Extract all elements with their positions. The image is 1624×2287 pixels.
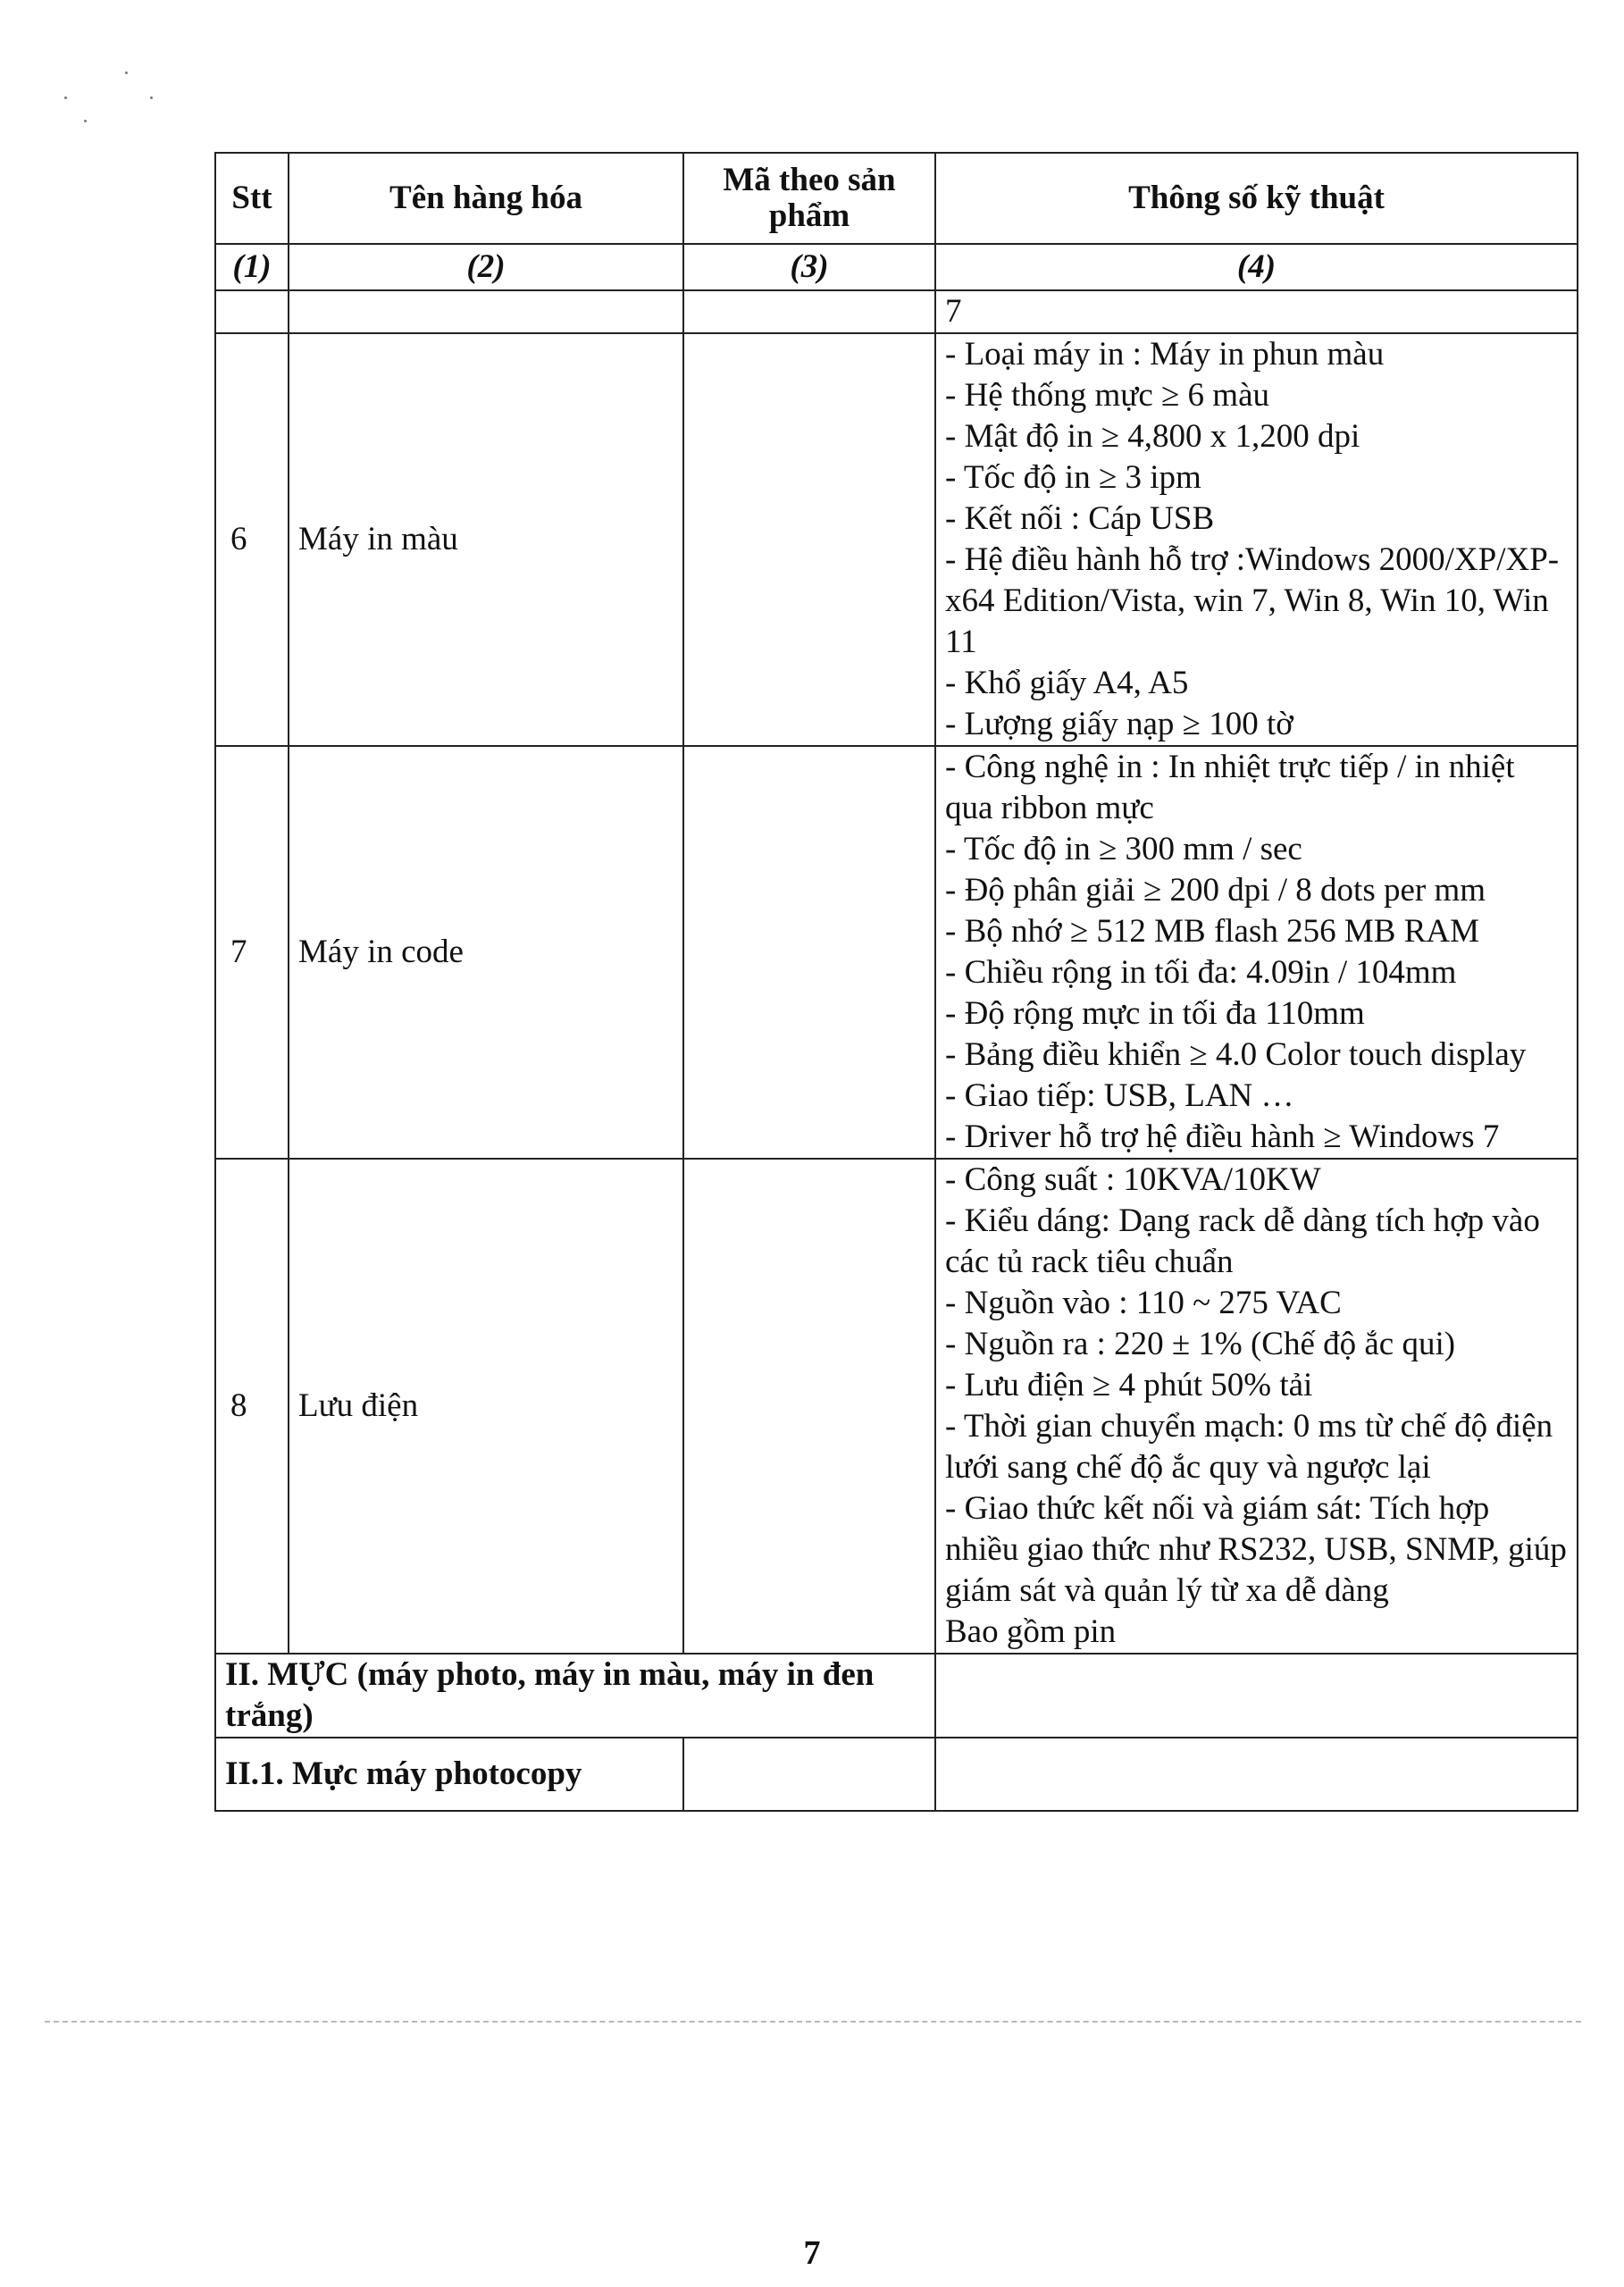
spec-line: - Loại máy in : Máy in phun màu	[945, 336, 1385, 373]
row-specs	[935, 1159, 1578, 1654]
spec-line: - Công suất : 10KVA/10KW	[945, 1161, 1321, 1198]
spec-line: - Công nghệ in : In nhiệt trực tiếp / in nhiệt qua ribbon mực	[945, 749, 1515, 826]
header-stt: Stt	[215, 153, 289, 244]
spec-line: - Mật độ in ≥ 4,800 x 1,200 dpi	[945, 418, 1360, 455]
spec-line: - Driver hỗ trợ hệ điều hành ≥ Windows 7	[945, 1118, 1500, 1155]
column-number-row	[215, 244, 1578, 290]
column-number: (4)	[935, 244, 1578, 290]
row-name: Máy in code	[289, 746, 683, 1159]
table-row	[215, 746, 1578, 1159]
section-row	[215, 1654, 1578, 1738]
spec-line: - Hệ thống mực ≥ 6 màu	[945, 377, 1270, 414]
row-stt: 7	[215, 746, 289, 1159]
row-code	[683, 746, 935, 1159]
column-number: (1)	[215, 244, 289, 290]
spec-line: - Lưu điện ≥ 4 phút 50% tải	[945, 1367, 1313, 1403]
row-code	[683, 1159, 935, 1654]
spec-table	[214, 152, 1578, 1812]
column-number: (2)	[289, 244, 683, 290]
spec-line: - Tốc độ in ≥ 3 ipm	[945, 459, 1201, 496]
table-header-row	[215, 153, 1578, 244]
spec-line: - Bộ nhớ ≥ 512 MB flash 256 MB RAM	[945, 913, 1479, 950]
spec-line: - Bảng điều khiển ≥ 4.0 Color touch display	[945, 1036, 1527, 1073]
spec-line: - Kiểu dáng: Dạng rack dễ dàng tích hợp vào các tủ rack tiêu chuẩn	[945, 1202, 1540, 1280]
spec-line: Bao gồm pin	[945, 1613, 1117, 1650]
spec-line: - Khổ giấy A4, A5	[945, 665, 1189, 701]
scan-speck	[150, 96, 153, 99]
row-name: Máy in màu	[289, 333, 683, 746]
spec-line: - Độ phân giải ≥ 200 dpi / 8 dots per mm	[945, 872, 1486, 909]
scan-speck	[84, 120, 87, 122]
spec-line: - Kết nối : Cáp USB	[945, 500, 1215, 537]
row-code	[683, 333, 935, 746]
section-row	[215, 1738, 1578, 1811]
spec-line: - Lượng giấy nạp ≥ 100 tờ	[945, 706, 1293, 742]
table-row	[215, 1159, 1578, 1654]
spec-line: - Độ rộng mực in tối đa 110mm	[945, 995, 1365, 1032]
row-stt: 6	[215, 333, 289, 746]
table-row	[215, 333, 1578, 746]
spec-line: - Giao thức kết nối và giám sát: Tích hợp nhiều giao thức như RS232, USB, SNMP, giúp giám sát và quản lý từ xa dễ dàng	[945, 1490, 1567, 1609]
page-divider	[45, 2021, 1581, 2023]
spec-line: - Giao tiếp: USB, LAN …	[945, 1077, 1294, 1114]
scan-speck	[64, 96, 67, 99]
spec-line: - Tốc độ in ≥ 300 mm / sec	[945, 831, 1302, 867]
spec-line: - Nguồn ra : 220 ± 1% (Chế độ ắc qui)	[945, 1326, 1456, 1362]
row-stt: 8	[215, 1159, 289, 1654]
continued-row	[215, 290, 1578, 333]
page-number: 7	[803, 2234, 821, 2272]
row-name: Lưu điện	[289, 1159, 683, 1654]
header-ten-hang-hoa: Tên hàng hóa	[289, 153, 683, 244]
scan-speck	[125, 71, 128, 74]
section-ii-1-title: II.1. Mực máy photocopy	[215, 1738, 683, 1811]
spec-line: - Chiều rộng in tối đa: 4.09in / 104mm	[945, 954, 1457, 991]
spec-line: - Hệ điều hành hỗ trợ :Windows 2000/XP/XP-x64 Edition/Vista, win 7, Win 8, Win 10, Win 11	[945, 541, 1560, 660]
column-number: (3)	[683, 244, 935, 290]
header-thong-so: Thông số kỹ thuật	[935, 153, 1578, 244]
row-specs	[935, 333, 1578, 746]
spec-line: - Thời gian chuyển mạch: 0 ms từ chế độ điện lưới sang chế độ ắc quy và ngược lại	[945, 1408, 1553, 1486]
header-ma-san-pham: Mã theo sản phẩm	[683, 153, 935, 244]
continued-text: 7	[935, 290, 1578, 333]
row-specs	[935, 746, 1578, 1159]
section-ii-title: II. MỰC (máy photo, máy in màu, máy in đen trắng)	[215, 1654, 935, 1738]
spec-line: - Nguồn vào : 110 ~ 275 VAC	[945, 1285, 1342, 1321]
